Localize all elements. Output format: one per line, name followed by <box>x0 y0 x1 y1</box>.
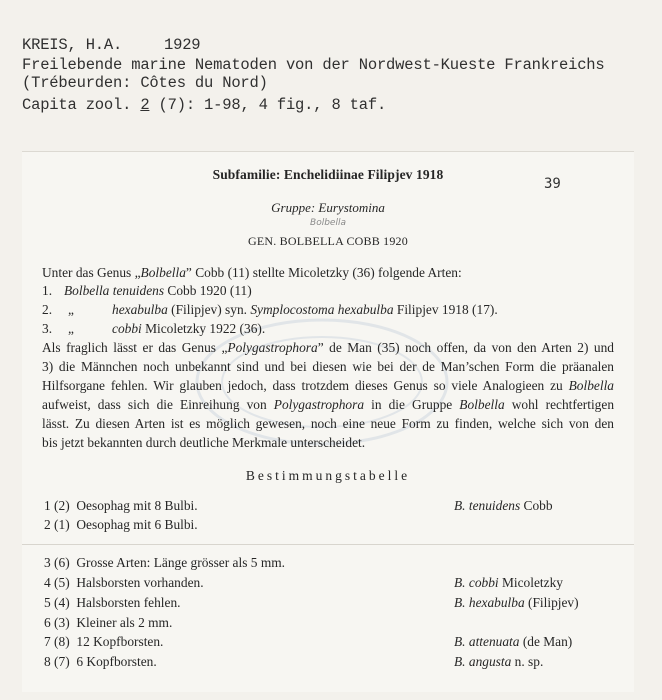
paragraph-line-2: 3) die Männchen noch unbekannt sind und bei diesen wie bei der de Man’schen Form die präanalen <box>42 359 614 374</box>
species-item-1 <box>42 282 252 300</box>
citation-author-line <box>22 36 201 54</box>
key-result <box>454 498 553 514</box>
key-code: 2 (1) <box>44 517 70 532</box>
key-code: 3 (6) <box>44 555 70 570</box>
citation-title-line1: Freilebende marine Nematoden von der Nordwest-Kueste Frankreichs <box>22 56 605 74</box>
discussion-paragraph <box>42 338 614 452</box>
journal-volume: 2 <box>140 96 150 114</box>
species-name: Bolbella tenuidens <box>64 283 165 298</box>
key-couplet <box>44 615 172 631</box>
page-number: 39 <box>544 176 561 192</box>
text: Als fraglich lässt er das Genus „ <box>42 340 228 355</box>
key-row <box>44 634 614 652</box>
subfamily-heading: Subfamilie: Enchelidiinae Filipjev 1918 <box>212 167 444 182</box>
key-text: Halsborsten fehlen. <box>76 595 181 610</box>
species-synonym: Symplocostoma hexabulba <box>250 302 394 317</box>
intro-pre: Unter das Genus „ <box>42 265 141 280</box>
species-rest: Micoletzky 1922 (36). <box>141 321 266 336</box>
key-author: (de Man) <box>519 634 573 649</box>
citation-year: 1929 <box>164 36 201 54</box>
species-synonym-rest: Filipjev 1918 (17). <box>393 302 498 317</box>
genus-name: Bolbella <box>568 378 614 393</box>
key-couplet <box>44 575 204 591</box>
key-couplet <box>44 555 285 571</box>
key-couplet <box>44 634 163 650</box>
text: Hilfsorgane fehlen. Wir glauben jedoch, dass trotzdem dieses Genus so viele Analogieen zu <box>42 378 569 393</box>
key-row <box>44 615 614 633</box>
key-couplet <box>44 595 181 611</box>
section-divider <box>22 544 634 545</box>
key-species: B. tenuidens <box>454 498 521 513</box>
paragraph-line-1 <box>42 338 614 357</box>
key-code: 5 (4) <box>44 595 70 610</box>
species-rest: Cobb 1920 (11) <box>164 283 252 298</box>
species-ditto: „ <box>68 321 74 336</box>
key-couplet <box>44 498 198 514</box>
citation-author: KREIS, H.A. <box>22 36 123 54</box>
key-text: Oesophag mit 8 Bulbi. <box>76 498 198 513</box>
species-rest: (Filipjev) syn. <box>167 302 251 317</box>
key-text: Oesophag mit 6 Bulbi. <box>76 517 198 532</box>
genus-name: Polygastrophora <box>227 340 318 355</box>
journal-suffix: (7): 1-98, 4 fig., 8 taf. <box>149 96 387 114</box>
key-code: 6 (3) <box>44 615 70 630</box>
key-text: Grosse Arten: Länge grösser als 5 mm. <box>76 555 286 570</box>
key-author: Cobb <box>520 498 553 513</box>
gruppe-heading: Gruppe: Eurystomina <box>271 200 385 215</box>
key-species: B. angusta <box>454 654 512 669</box>
pasted-page-excerpt <box>22 151 634 692</box>
key-couplet <box>44 517 198 533</box>
key-code: 8 (7) <box>44 654 70 669</box>
genus-name: Bolbella <box>459 397 505 412</box>
paragraph-line-3 <box>42 376 614 395</box>
journal-prefix: Capita zool. <box>22 96 141 114</box>
species-ditto: „ <box>68 302 74 317</box>
intro-genus: Bolbella <box>140 265 186 280</box>
key-text: Kleiner als 2 mm. <box>76 615 173 630</box>
key-row <box>44 654 614 672</box>
key-title: Bestimmungstabelle <box>245 468 411 483</box>
key-text: 12 Kopfborsten. <box>76 634 164 649</box>
species-item-3 <box>42 320 265 338</box>
key-result <box>454 575 563 591</box>
text: aufweist, dass sich die Einreihung von <box>42 397 274 412</box>
citation-journal <box>22 96 386 114</box>
key-row <box>44 555 614 573</box>
key-code: 7 (8) <box>44 634 70 649</box>
key-result <box>454 634 572 650</box>
key-couplet <box>44 654 157 670</box>
paragraph-line-5: lässt. Zu diesen Arten ist es möglich gewesen, noch eine neue Form zu finden, welche sich von den <box>42 416 614 431</box>
key-code: 1 (2) <box>44 498 70 513</box>
text: in die Gruppe <box>364 397 460 412</box>
key-author: Micoletzky <box>498 575 563 590</box>
paragraph-line-6: bis jetzt bekannten durch deutliche Merkmale unterscheidet. <box>42 435 366 450</box>
key-author: (Filipjev) <box>524 595 579 610</box>
species-num: 1. <box>42 283 53 298</box>
key-result <box>454 595 579 611</box>
text: ” de Man (35) noch offen, da von den Arten 2) und <box>317 340 614 355</box>
key-code: 4 (5) <box>44 575 70 590</box>
key-row <box>44 517 614 535</box>
key-row <box>44 498 614 516</box>
genus-name: Polygastrophora <box>273 397 365 412</box>
species-item-2 <box>42 301 498 319</box>
key-author: n. sp. <box>511 654 544 669</box>
paragraph-line-4 <box>42 395 614 414</box>
key-species: B. cobbi <box>454 575 499 590</box>
species-name: cobbi <box>112 321 142 336</box>
key-text: Halsborsten vorhanden. <box>76 575 204 590</box>
genus-heading: GEN. BOLBELLA COBB 1920 <box>248 234 408 248</box>
species-name: hexabulba <box>112 302 168 317</box>
key-species: B. hexabulba <box>454 595 525 610</box>
key-species: B. attenuata <box>454 634 520 649</box>
species-num: 2. <box>42 302 53 317</box>
key-row <box>44 595 614 613</box>
species-num: 3. <box>42 321 53 336</box>
key-text: 6 Kopfborsten. <box>76 654 157 669</box>
intro-sentence <box>42 263 614 282</box>
key-result <box>454 654 543 670</box>
text: wohl rechtfertigen <box>504 397 615 412</box>
handwritten-note: Bolbella <box>310 218 346 228</box>
key-row <box>44 575 614 593</box>
citation-title-line2: (Trébeurden: Côtes du Nord) <box>22 74 268 92</box>
intro-post: ” Cobb (11) stellte Micoletzky (36) folgende Arten: <box>185 265 462 280</box>
